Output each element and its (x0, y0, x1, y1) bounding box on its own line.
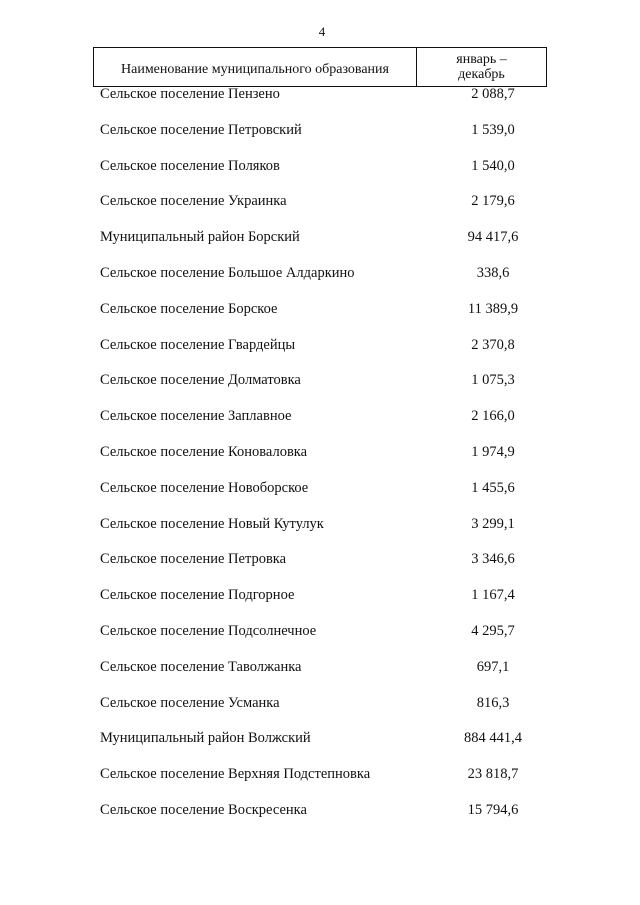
table-row (0, 730, 640, 766)
row-name: Сельское поселение Петровка (100, 551, 287, 568)
header-period-line1: январь – (456, 52, 507, 67)
row-name: Сельское поселение Поляков (100, 157, 280, 174)
row-name: Сельское поселение Верхняя Подстепновка (100, 766, 371, 783)
row-value: 1 540,0 (471, 157, 515, 174)
row-name: Сельское поселение Усманка (100, 694, 280, 711)
table-row (0, 193, 640, 229)
row-value: 1 075,3 (471, 372, 515, 389)
row-value: 1 974,9 (471, 443, 515, 460)
row-value: 816,3 (476, 694, 510, 711)
table-row (0, 444, 640, 480)
header-period-cell (417, 48, 546, 86)
row-value: 2 370,8 (471, 336, 515, 353)
table-row (0, 695, 640, 731)
table-row (0, 623, 640, 659)
table-row (0, 372, 640, 408)
row-name: Сельское поселение Заплавное (100, 408, 292, 425)
table-row (0, 551, 640, 587)
row-value: 2 179,6 (471, 193, 515, 210)
row-value: 2 088,7 (471, 86, 515, 102)
row-name: Сельское поселение Гвардейцы (100, 336, 296, 353)
row-value: 1 539,0 (471, 121, 515, 138)
table-body (0, 86, 640, 838)
row-value: 3 346,6 (471, 551, 515, 568)
table-row (0, 86, 640, 122)
table-row (0, 516, 640, 552)
row-value: 15 794,6 (467, 801, 519, 818)
row-name: Сельское поселение Таволжанка (100, 658, 302, 675)
row-value: 23 818,7 (467, 766, 519, 783)
row-name: Сельское поселение Украинка (100, 193, 287, 210)
row-name: Сельское поселение Петровский (100, 121, 302, 138)
table-row (0, 766, 640, 802)
row-name: Сельское поселение Борское (100, 300, 278, 317)
page-number: 4 (318, 24, 326, 39)
table-row (0, 301, 640, 337)
row-value: 1 167,4 (471, 587, 515, 604)
table-row (0, 659, 640, 695)
table-row (0, 480, 640, 516)
table-row (0, 158, 640, 194)
table-row (0, 587, 640, 623)
table-row (0, 408, 640, 444)
row-value: 94 417,6 (467, 229, 519, 246)
header-name-cell: Наименование муниципального образования (94, 48, 417, 86)
row-name: Сельское поселение Долматовка (100, 372, 301, 389)
row-value: 11 389,9 (467, 300, 519, 317)
row-name: Сельское поселение Воскресенка (100, 801, 307, 818)
table-row (0, 265, 640, 301)
row-value: 2 166,0 (471, 408, 515, 425)
row-value: 1 455,6 (471, 479, 515, 496)
row-name: Муниципальный район Волжский (100, 730, 311, 747)
header-period-line2: декабрь (458, 67, 505, 82)
row-name: Сельское поселение Новый Кутулук (100, 515, 324, 532)
row-name: Муниципальный район Борский (100, 229, 300, 246)
row-name: Сельское поселение Большое Алдаркино (100, 264, 355, 281)
row-value: 697,1 (476, 658, 510, 675)
row-value: 4 295,7 (471, 622, 515, 639)
row-name: Сельское поселение Подсолнечное (100, 622, 317, 639)
table-row (0, 229, 640, 265)
table-row (0, 802, 640, 838)
row-value: 3 299,1 (471, 515, 515, 532)
table-header (93, 47, 547, 87)
row-name: Сельское поселение Коноваловка (100, 443, 308, 460)
row-name: Сельское поселение Новоборское (100, 479, 309, 496)
row-name: Сельское поселение Подгорное (100, 587, 295, 604)
row-value: 338,6 (476, 264, 510, 281)
table-row (0, 337, 640, 373)
row-name: Сельское поселение Пензено (100, 86, 280, 102)
table-row (0, 122, 640, 158)
row-value: 884 441,4 (464, 730, 522, 747)
